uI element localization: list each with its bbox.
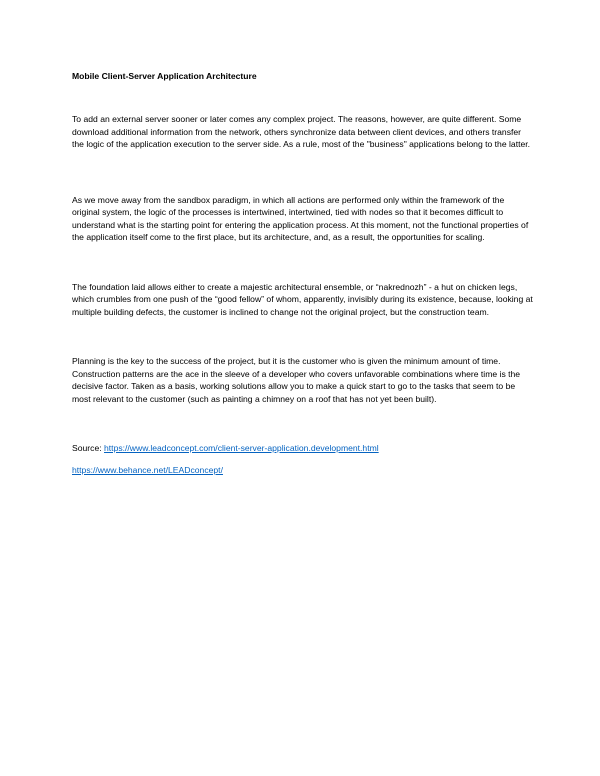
paragraph-3: The foundation laid allows either to create a majestic architectural ensemble, or “nakrednozh” - a hut on chicken legs, which crumbles from one push of the “good fellow” of whom, apparently, invisibly during its existence, because, looking at multiple building defects, the customer is inclined to change not the original project, but the construction team. xyxy=(72,281,533,317)
document-title: Mobile Client-Server Application Architecture xyxy=(72,71,257,81)
paragraph-4: Planning is the key to the success of the project, but it is the customer who is given the minimum amount of time. Construction patterns are the ace in the sleeve of a developer who covers unfavorable combinations where time is the decisive factor. Taken as a basis, working solutions allow you to make a quick start to go to the tasks that seem to be most relevant to the customer (such as painting a chimney on a roof that has not yet been built). xyxy=(72,356,521,404)
paragraph-1: To add an external server sooner or later comes any complex project. The reasons, however, are quite different. Some download additional information from the network, others synchronize data between client devices, and others transfer the logic of the application execution to the server side. As a rule, most of the "business" applications belong to the latter. xyxy=(72,114,531,149)
source-line xyxy=(72,442,534,455)
source-label: Source: xyxy=(72,443,105,453)
document-page xyxy=(72,70,534,476)
source-link[interactable]: https://www.leadconcept.com/client-server-application.development.html xyxy=(104,443,379,453)
behance-link[interactable]: https://www.behance.net/LEADconcept/ xyxy=(72,464,223,475)
paragraph-2: As we move away from the sandbox paradigm, in which all actions are performed only within the framework of the original system, the logic of the processes is intertwined, intertwined, tied with nodes so that it becomes difficult to understand what is the starting point for entering the application process. At this moment, not the functional properties of the application itself come to the first place, but its architecture, and, as a result, the opportunities for scaling. xyxy=(72,194,529,242)
behance-link-line xyxy=(72,464,534,477)
